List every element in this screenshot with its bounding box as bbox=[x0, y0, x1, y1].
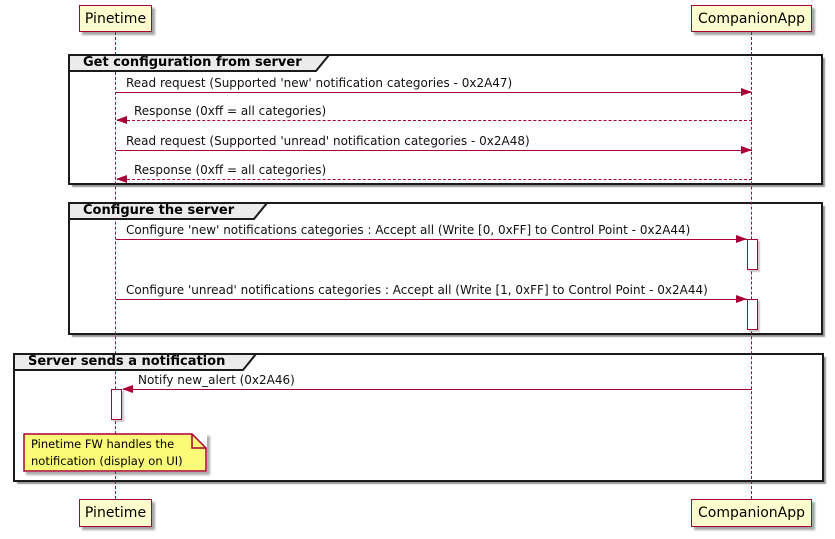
message-line-dashed bbox=[117, 179, 752, 180]
frame-configure-server bbox=[68, 202, 823, 335]
participant-label: Pinetime bbox=[84, 505, 147, 521]
frame-title: Get configuration from server bbox=[83, 55, 302, 70]
arrowhead-right-icon bbox=[736, 295, 747, 303]
frame-header-server-notification bbox=[13, 353, 257, 371]
message-label: Response (0xff = all categories) bbox=[134, 163, 327, 177]
message-label: Configure 'unread' notifications categories : Accept all (Write [1, 0xFF] to Control Point - 0x2A44) bbox=[126, 283, 708, 297]
arrowhead-right-icon bbox=[741, 88, 752, 96]
arrowhead-left-icon bbox=[116, 175, 127, 183]
message-label: Configure 'new' notifications categories : Accept all (Write [0, 0xFF] to Control Point - 0x2A44) bbox=[126, 223, 691, 237]
arrowhead-left-icon bbox=[116, 116, 127, 124]
lifeline-pinetime bbox=[115, 32, 116, 499]
message-line bbox=[116, 239, 747, 240]
message-line bbox=[116, 150, 752, 151]
arrowhead-right-icon bbox=[741, 146, 752, 154]
participant-label: Pinetime bbox=[84, 10, 147, 27]
participant-companionapp-bottom bbox=[691, 499, 812, 527]
activation-bar-companionapp bbox=[747, 239, 758, 270]
participant-pinetime-bottom bbox=[79, 499, 152, 527]
participant-pinetime-top bbox=[79, 5, 152, 32]
arrowhead-left-icon bbox=[122, 385, 133, 393]
message-label: Read request (Supported 'new' notification categories - 0x2A47) bbox=[126, 76, 513, 90]
frame-title: Configure the server bbox=[83, 203, 235, 218]
message-line bbox=[123, 389, 752, 390]
frame-header-configure-server bbox=[68, 202, 268, 220]
participant-label: CompanionApp bbox=[698, 505, 805, 521]
message-label: Read request (Supported 'unread' notification categories - 0x2A48) bbox=[126, 134, 530, 148]
message-label: Response (0xff = all categories) bbox=[134, 104, 327, 118]
message-line-dashed bbox=[117, 120, 752, 121]
message-line bbox=[116, 299, 747, 300]
participant-companionapp-top bbox=[691, 5, 812, 32]
frame-title: Server sends a notification bbox=[28, 354, 226, 369]
activation-bar-companionapp bbox=[747, 299, 758, 330]
arrowhead-right-icon bbox=[736, 235, 747, 243]
message-line bbox=[116, 92, 752, 93]
note-text-line2: notification (display on UI) bbox=[31, 454, 183, 468]
frame-header-get-configuration bbox=[68, 54, 330, 72]
message-label: Notify new_alert (0x2A46) bbox=[138, 373, 295, 387]
participant-label: CompanionApp bbox=[698, 10, 805, 27]
note-text-line1: Pinetime FW handles the bbox=[31, 437, 175, 451]
note bbox=[23, 433, 207, 472]
activation-bar-pinetime bbox=[111, 389, 122, 420]
note-text bbox=[31, 436, 183, 470]
